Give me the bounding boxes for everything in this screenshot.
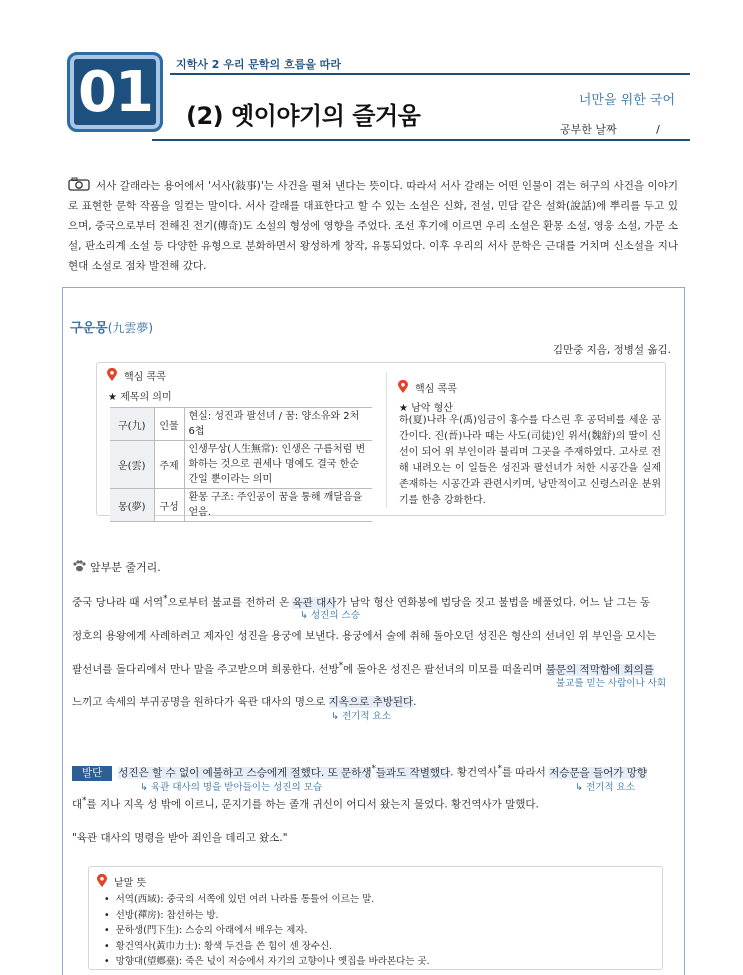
highlight-text: 지옥으로 추방된다 [328, 696, 414, 708]
highlight-text: 저승문을 들어가 망향 [549, 766, 648, 779]
key-heading-text: 핵심 콕콕 [124, 372, 166, 383]
key-box-divider [386, 372, 387, 508]
text-run: 중국 당나라 때 서역 [72, 596, 164, 609]
section-tag: 발단 [72, 766, 112, 781]
list-item: • 문하생(門下生): 스승의 아래에서 배우는 제자. [104, 923, 430, 939]
list-item: • 황건역사(黃巾力士): 황색 두건을 쓴 힘이 센 장수신. [104, 939, 430, 955]
text-run: . 황건역사 [450, 766, 498, 779]
key-right-text: 하(夏)나라 우(禹)임금이 홍수를 다스린 후 공덕비를 세운 공간이다. 진(晉)나라 때는 사도(司徒)인 위서(魏舒)의 딸이 신선이 되어 위 부인이라 불리며 그곳을 주재하였다. 고사로 전해 내려오는 이 일들은 성진과 팔선녀가 처한 시공간을 실제 존재하는 시공간과 관련시키며, 낭만적이고 신령스러운 분위기를 한층 강화한다. [399, 415, 661, 506]
study-date-separator: / [656, 123, 660, 136]
summary-heading-text: 앞부분 줄거리. [90, 561, 161, 574]
key-sub-title-right: ★ 남악 형산 [399, 403, 453, 414]
glossary-heading [96, 874, 146, 889]
text-run: 으로부터 불교를 전하러 온 [167, 596, 293, 609]
table-cell-role: 구성 [154, 489, 184, 522]
summary-line-1 [72, 594, 650, 610]
intro-text: 서사 갈래라는 용어에서 '서사(敍事)'는 사건을 펼쳐 낸다는 뜻이다. 따라서 서사 갈래는 어떤 인물이 겪는 허구의 사건을 이야기로 표현한 문학 작품을 일컫는 말이다. 서사 갈래를 대표한다고 할 수 있는 소설은 신화, 전설, 민담 같은 설화(說話)에 뿌리를 두고 있으며, 중국으로부터 전해진 전기(傳奇)도 소설의 형성에 영향을 주었다. 조선 후기에 이르면 우리 소설은 환몽 소설, 영웅 소설, 가문 소설, 판소리계 소설 등 다양한 유형으로 분화하면서 왕성하게 창작, 유통되었다. 이후 우리의 서사 문학은 근대를 거치며 신소설을 지나 현대 소설로 점차 발전해 갔다. [68, 180, 678, 272]
key-point-heading-left [106, 368, 166, 383]
table-cell-role: 인물 [154, 408, 184, 441]
key-sub-title-left: ★ 제목의 의미 [108, 392, 172, 403]
study-date-label: 공부한 날짜 [560, 123, 617, 136]
highlight-text: 육관 대사 [292, 596, 337, 609]
highlight-text: 불문의 적막함에 회의를 [545, 663, 654, 676]
work-title-hanja: (九雲夢) [107, 321, 154, 335]
header-divider-bottom [152, 139, 690, 141]
glossary-list [104, 892, 430, 970]
table-cell-desc: 인생무상(人生無常): 인생은 구름처럼 변화하는 것으로 권세나 명예도 결국 한순간일 뿐이라는 의미 [184, 441, 372, 489]
location-pin-icon [397, 380, 409, 394]
location-pin-icon [106, 368, 118, 382]
title-meaning-table [110, 407, 372, 522]
list-item: • 서역(西域): 중국의 서쪽에 있던 여러 나라를 통틀어 이르는 말. [104, 892, 430, 908]
summary-heading [72, 559, 161, 575]
text-run: 느끼고 속세의 부귀공명을 원하다가 육관 대사의 명으로 [72, 696, 329, 708]
annotation-note: ↳ 성진의 스승 [300, 610, 360, 621]
intro-paragraph [68, 176, 678, 276]
text-run: . [413, 696, 417, 708]
text-run: 가 남악 형산 연화봉에 법당을 짓고 불법을 베풀었다. 어느 날 그는 동 [336, 596, 651, 609]
list-item: • 망향대(望鄕臺): 죽은 넋이 저승에서 자기의 고향이나 옛집을 바라본다는 곳. [104, 954, 430, 970]
text-run: 대 [72, 798, 83, 811]
highlight-text: 들과도 작별했다 [375, 766, 451, 779]
text-run: 팔선녀를 돌다리에서 만나 말을 주고받으며 희롱한다. 선방 [72, 663, 339, 676]
annotation-note: ↳ 전기적 요소 [575, 782, 635, 793]
brand-label: 너만을 위한 국어 [578, 93, 675, 108]
text-run: 를 지나 지옥 성 밖에 이르니, 문지기를 하는 졸개 귀신이 어디서 왔는지 물었다. 황건역사가 말했다. [86, 798, 539, 811]
highlight-text: 성진은 할 수 없이 예불하고 스승에게 절했다. 또 문하생 [118, 766, 372, 779]
annotation-note: ↳ 전기적 요소 [331, 711, 391, 722]
table-row [110, 489, 372, 522]
glossary-heading-text: 낱말 뜻 [114, 878, 147, 889]
annotation-note: ↳ 육관 대사의 명을 받아들이는 성진의 모습 [140, 782, 323, 793]
list-item: • 선방(禪房): 참선하는 방. [104, 908, 430, 924]
author-credit: 김만중 지음, 정병설 옮김. [552, 344, 671, 356]
table-row [110, 441, 372, 489]
table-cell-desc: 환몽 구조: 주인공이 꿈을 통해 깨달음을 얻음. [184, 489, 372, 522]
study-date [560, 121, 660, 137]
table-cell-role: 주제 [154, 441, 184, 489]
summary-line-4 [72, 694, 416, 709]
footnote-mark: * [497, 764, 502, 774]
development-line-2 [72, 796, 539, 812]
work-title-text: 구운몽 [70, 321, 108, 336]
summary-line-2: 정호의 용왕에게 사례하려고 제자인 성진을 용궁에 보낸다. 용궁에서 술에 취해 돌아오던 성진은 형산의 선녀인 위 부인을 모시는 [72, 630, 657, 642]
camera-icon [68, 177, 90, 191]
annotation-note: 불교를 믿는 사람이나 사회 [556, 678, 667, 689]
dialogue-quote: "육관 대사의 명령을 받아 죄인을 데리고 왔소." [72, 832, 288, 844]
key-heading-text: 핵심 콕콕 [415, 384, 457, 395]
paw-icon [72, 560, 86, 572]
footnote-mark: * [163, 594, 168, 604]
footnote-mark: * [82, 796, 87, 806]
table-cell-char: 몽(夢) [110, 489, 154, 522]
unit-number: 01 [78, 59, 152, 125]
key-point-heading-right [397, 380, 457, 395]
unit-number-badge [67, 52, 163, 132]
header-divider-top [170, 73, 690, 75]
footnote-mark: * [371, 764, 376, 774]
table-row [110, 408, 372, 441]
lesson-title: (2) 옛이야기의 즐거움 [186, 102, 421, 130]
footnote-mark: * [338, 661, 344, 671]
work-title [70, 317, 153, 336]
text-run: 에 돌아온 성진은 팔선녀의 미모를 떠올리며 [343, 663, 546, 676]
text-run: 를 따라서 [501, 766, 550, 779]
table-cell-desc: 현실: 성진과 팔선녀 / 꿈: 양소유와 2처 6첩 [184, 408, 372, 441]
subject-line: 지학사 2 우리 문학의 흐름을 따라 [176, 58, 341, 71]
table-cell-char: 운(雲) [110, 441, 154, 489]
table-cell-char: 구(九) [110, 408, 154, 441]
location-pin-icon [96, 874, 108, 888]
